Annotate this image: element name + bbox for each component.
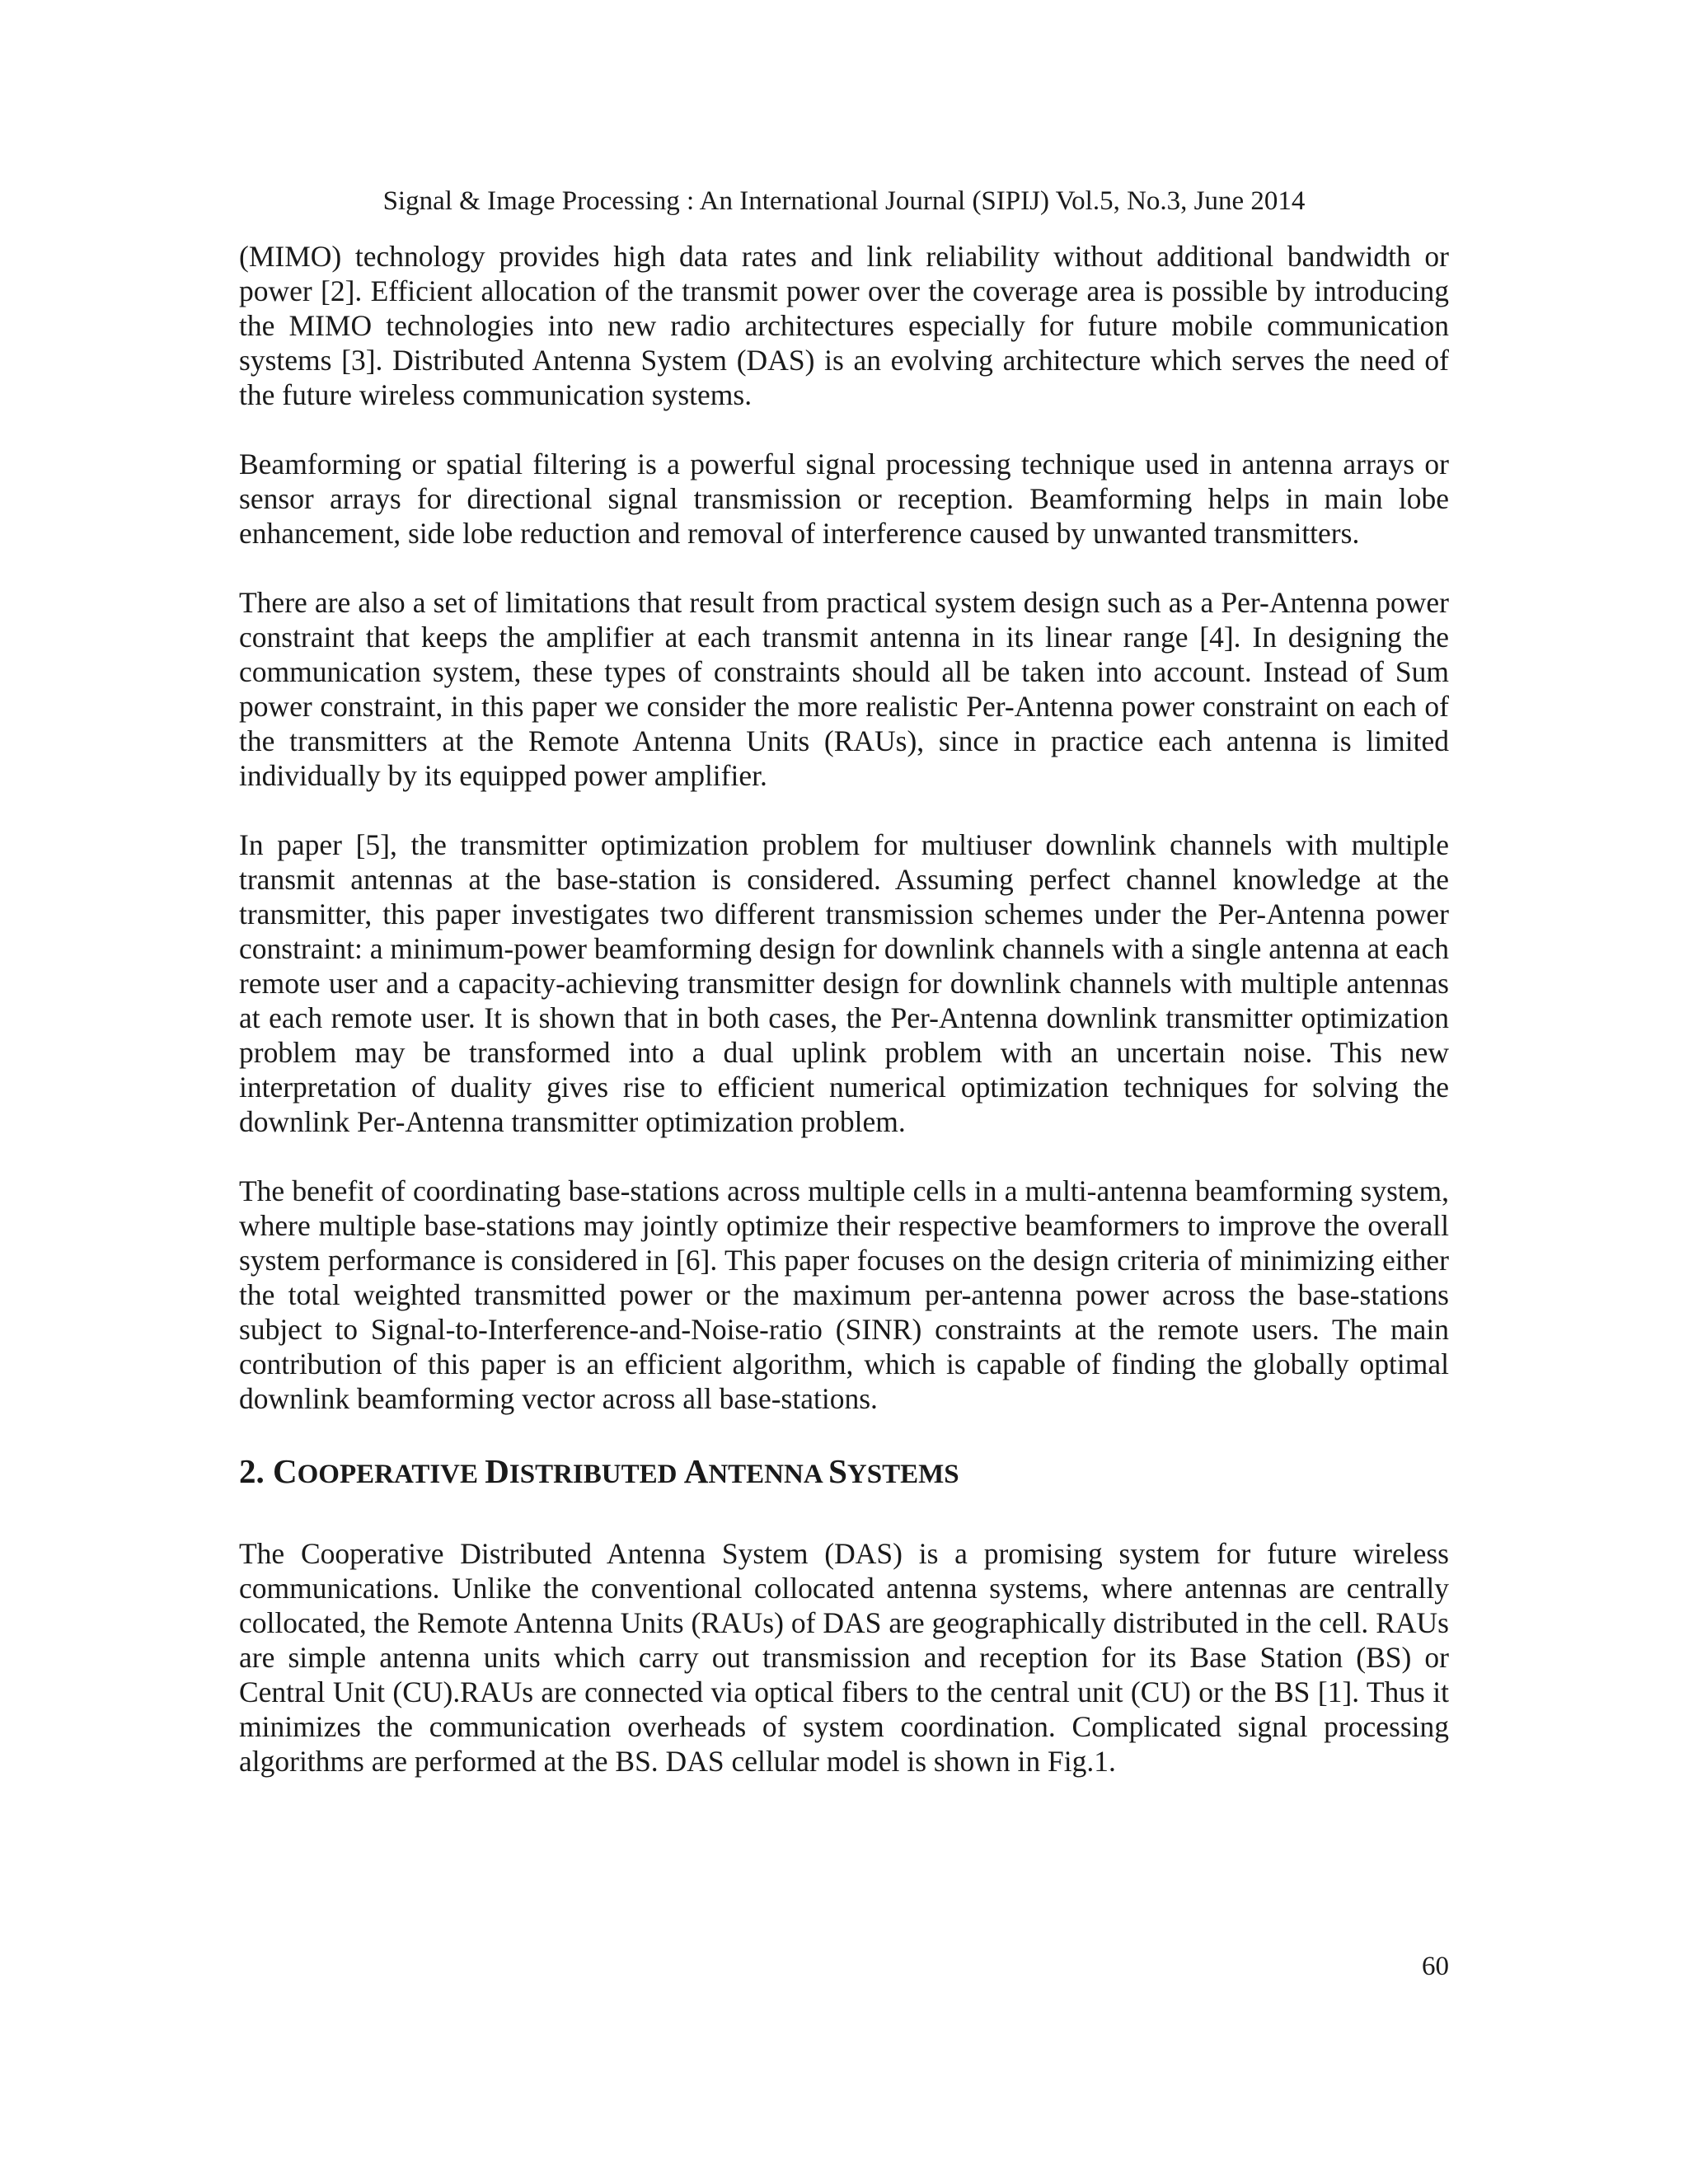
section-heading <box>239 1451 1449 1495</box>
page-body <box>239 239 1449 1813</box>
section-title-word: DISTRIBUTED <box>485 1452 684 1490</box>
section-title-word: SYSTEMS <box>828 1452 959 1490</box>
section-number: 2. <box>239 1452 273 1490</box>
section-title-word: ANTENNA <box>683 1452 829 1490</box>
section-title-word: COOPERATIVE <box>273 1452 485 1490</box>
body-paragraph: (MIMO) technology provides high data rates and link reliability without additional bandwidth or power [2]. Efficient allocation of the transmit power over the coverage area is possible by introducing the MIMO technologies into new radio architectures especially for future mobile communication systems [3]. Distributed Antenna System (DAS) is an evolving architecture which serves the need of the future wireless communication systems. <box>239 240 1449 411</box>
body-paragraph: Beamforming or spatial filtering is a powerful signal processing technique used in antenna arrays or sensor arrays for directional signal transmission or reception. Beamforming helps in main lobe enhancement, side lobe reduction and removal of interference caused by unwanted transmitters. <box>239 448 1449 550</box>
body-paragraph: In paper [5], the transmitter optimization problem for multiuser downlink channels with multiple transmit antennas at the base-station is considered. Assuming perfect channel knowledge at the transmitter, this paper investigates two different transmission schemes under the Per-Antenna power constraint: a minimum-power beamforming design for downlink channels with a single antenna at each remote user and a capacity-achieving transmitter design for downlink channels with multiple antennas at each remote user. It is shown that in both cases, the Per-Antenna downlink transmitter optimization problem may be transformed into a dual uplink problem with an uncertain noise. This new interpretation of duality gives rise to efficient numerical optimization techniques for solving the downlink Per-Antenna transmitter optimization problem. <box>239 828 1449 1138</box>
running-header: Signal & Image Processing : An International Journal (SIPIJ) Vol.5, No.3, June 2014 <box>382 186 1306 216</box>
page-number: 60 <box>1422 1952 1449 1981</box>
body-paragraph: The benefit of coordinating base-stations across multiple cells in a multi-antenna beamforming system, where multiple base-stations may jointly optimize their respective beamformers to improve the overall system performance is considered in [6]. This paper focuses on the design criteria of minimizing either the total weighted transmitted power or the maximum per-antenna power across the base-stations subject to Signal-to-Interference-and-Noise-ratio (SINR) constraints at the remote users. The main contribution of this paper is an efficient algorithm, which is capable of finding the globally optimal downlink beamforming vector across all base-stations. <box>239 1174 1449 1415</box>
section-paragraph: The Cooperative Distributed Antenna System (DAS) is a promising system for future wireless communications. Unlike the conventional collocated antenna systems, where antennas are centrally collocated, the Remote Antenna Units (RAUs) of DAS are geographically distributed in the cell. RAUs are simple antenna units which carry out transmission and reception for its Base Station (BS) or Central Unit (CU).RAUs are connected via optical fibers to the central unit (CU) or the BS [1]. Thus it minimizes the communication overheads of system coordination. Complicated signal processing algorithms are performed at the BS. DAS cellular model is shown in Fig.1. <box>239 1537 1449 1778</box>
body-paragraph: There are also a set of limitations that result from practical system design such as a Per-Antenna power constraint that keeps the amplifier at each transmit antenna in its linear range [4]. In designing the communication system, these types of constraints should all be taken into account. Instead of Sum power constraint, in this paper we consider the more realistic Per-Antenna power constraint on each of the transmitters at the Remote Antenna Units (RAUs), since in practice each antenna is limited individually by its equipped power amplifier. <box>239 586 1449 792</box>
